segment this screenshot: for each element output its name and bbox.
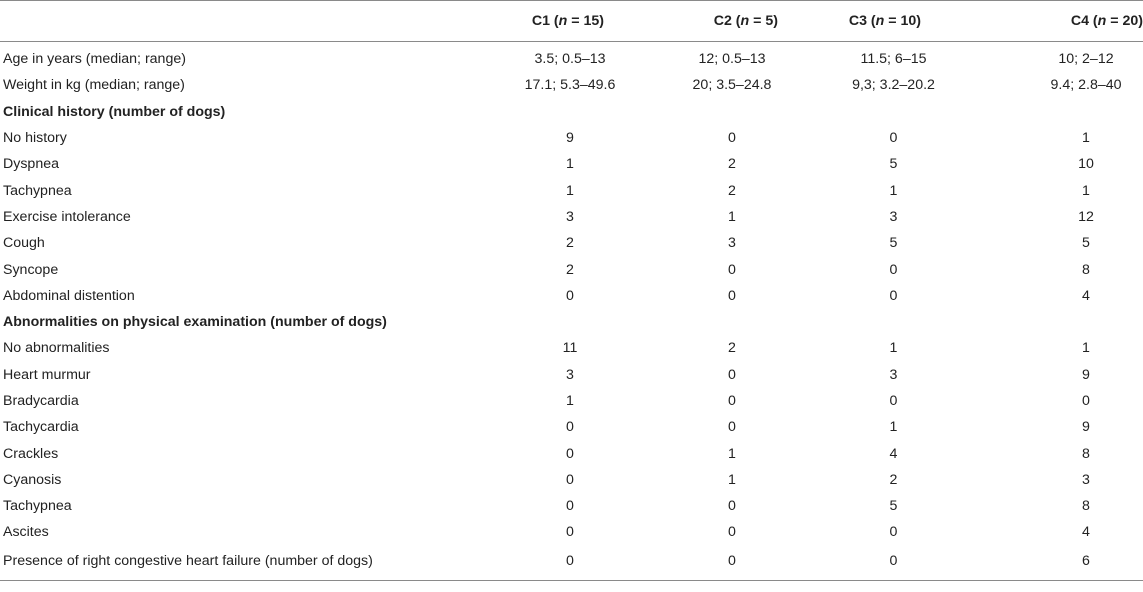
- cell-c3: 5: [889, 498, 898, 515]
- cell-c2: 0: [728, 393, 736, 409]
- cell-c4: 8: [1082, 498, 1090, 515]
- section-label: Clinical history (number of dogs): [3, 103, 226, 120]
- cell-c1: 0: [566, 524, 574, 541]
- row-label: Weight in kg (median; range): [3, 77, 185, 94]
- cell-c3: 1: [889, 340, 898, 357]
- section-label: Abnormalities on physical examination (number of dogs): [3, 314, 387, 331]
- cell-c2: 2: [728, 156, 736, 173]
- row-label: Dyspnea: [3, 156, 59, 173]
- cell-c1: 2: [566, 235, 574, 252]
- cell-c2: 0: [728, 498, 736, 515]
- header-c1: C1 (n = 15): [440, 1, 638, 42]
- cell-c1: 3.5; 0.5–13: [534, 51, 606, 68]
- cell-c1: 1: [566, 156, 574, 173]
- cell-c3: 0: [889, 393, 898, 409]
- cell-c3: 0: [889, 287, 898, 304]
- section-row: [0, 99, 1143, 125]
- row-label: No history: [3, 130, 67, 147]
- cell-c1: 1: [566, 182, 574, 199]
- row-label: Tachypnea: [3, 182, 72, 199]
- cell-c3: 0: [889, 261, 898, 278]
- cell-c4: 8: [1082, 261, 1090, 278]
- cell-c2: 0: [728, 287, 736, 304]
- cell-c2: 0: [728, 419, 736, 436]
- row-label: Age in years (median; range): [3, 51, 186, 68]
- cell-c2: [638, 99, 806, 125]
- cell-c3: 4: [889, 445, 898, 462]
- cell-c3: [806, 99, 977, 125]
- header-c4: C4 (n = 20): [977, 1, 1143, 42]
- cell-c3: 5: [889, 156, 898, 173]
- table-row: [0, 440, 1143, 466]
- cell-c2: 0: [728, 524, 736, 541]
- table-row: [0, 151, 1143, 177]
- cell-c1: 3: [566, 208, 574, 225]
- cell-c3: 1: [889, 182, 898, 199]
- cell-c2: 1: [728, 445, 736, 462]
- cell-c1: 17.1; 5.3–49.6: [524, 77, 616, 94]
- row-label: Exercise intolerance: [3, 208, 131, 225]
- cell-c1: 0: [566, 498, 574, 515]
- cell-c4: 9: [1082, 419, 1090, 436]
- cell-c2: 2: [728, 340, 736, 357]
- header-c2: C2 (n = 5): [638, 1, 806, 42]
- table-row: [0, 230, 1143, 256]
- cell-c4: 10; 2–12: [1058, 51, 1114, 68]
- cell-c4: 4: [1082, 287, 1090, 304]
- cell-c3: 0: [889, 524, 898, 541]
- cell-c3: 1: [889, 419, 898, 436]
- table-row: [0, 467, 1143, 493]
- table-row: [0, 177, 1143, 203]
- cell-c3: 0: [889, 130, 898, 147]
- cell-c1: 11: [562, 340, 578, 357]
- row-label: Presence of right congestive heart failure (number of dogs): [0, 546, 440, 581]
- cell-c2: 1: [728, 208, 736, 225]
- cell-c2: 2: [728, 182, 736, 199]
- cell-c4: 1: [1082, 130, 1090, 147]
- cell-c1: 0: [566, 419, 574, 436]
- header-blank-cell: [0, 1, 440, 42]
- row-label: Tachycardia: [3, 419, 79, 436]
- cell-c4: [977, 309, 1143, 335]
- cell-c2: 0: [728, 261, 736, 278]
- table-row: [0, 204, 1143, 230]
- cell-c1: 1: [566, 393, 574, 409]
- row-label: Cyanosis: [3, 471, 62, 488]
- row-label: Crackles: [3, 445, 59, 462]
- cell-c4: 12: [1078, 208, 1094, 225]
- table-row: [0, 546, 1143, 581]
- cell-c4: 9.4; 2.8–40: [1050, 77, 1122, 94]
- cell-c1: 0: [566, 445, 574, 462]
- cell-c2: 1: [728, 471, 736, 488]
- table-row: [0, 256, 1143, 282]
- cell-c1: [440, 99, 638, 125]
- cell-c4: 5: [1082, 235, 1090, 252]
- row-label: Tachypnea: [3, 498, 72, 515]
- cell-c1: 0: [566, 471, 574, 488]
- table-body: [0, 42, 1143, 581]
- cell-c3: 0: [806, 546, 977, 581]
- cell-c4: 9: [1082, 366, 1090, 383]
- cell-c1: 2: [566, 261, 574, 278]
- row-label: Syncope: [3, 261, 59, 278]
- cell-c3: 3: [889, 208, 898, 225]
- table-row: [0, 388, 1143, 414]
- table-row: [0, 335, 1143, 361]
- cell-c3: 3: [889, 366, 898, 383]
- table-row: [0, 414, 1143, 440]
- table-row: [0, 493, 1143, 519]
- table-row: [0, 283, 1143, 309]
- row-label: Cough: [3, 235, 45, 252]
- cell-c4: 0: [1082, 393, 1090, 409]
- cell-c2: 20; 3.5–24.8: [692, 77, 772, 94]
- cell-c2: 0: [728, 366, 736, 383]
- cell-c1: 9: [566, 130, 574, 147]
- row-label: Bradycardia: [3, 393, 79, 409]
- cell-c2: 12; 0.5–13: [698, 51, 766, 68]
- cell-c2: 0: [728, 130, 736, 147]
- cell-c1: 3: [566, 366, 574, 383]
- cell-c3: 11.5; 6–15: [860, 51, 927, 68]
- cell-c4: [977, 99, 1143, 125]
- row-label: Heart murmur: [3, 366, 91, 383]
- header-row: [0, 1, 1143, 42]
- row-label: No abnormalities: [3, 340, 110, 357]
- cell-c2: 0: [638, 546, 806, 581]
- cell-c1: [440, 309, 638, 335]
- cell-c4: 1: [1082, 340, 1090, 357]
- cell-c4: 4: [1082, 524, 1090, 541]
- cell-c3: 2: [889, 471, 898, 488]
- table-row: [0, 362, 1143, 388]
- cell-c3: 9,3; 3.2–20.2: [852, 77, 935, 94]
- table-row: [0, 42, 1143, 73]
- cell-c1: 0: [440, 546, 638, 581]
- cell-c4: 10: [1078, 156, 1094, 173]
- cell-c3: [806, 309, 977, 335]
- row-label: Abdominal distention: [3, 287, 135, 304]
- cell-c4: 1: [1082, 182, 1090, 199]
- cell-c4: 8: [1082, 445, 1090, 462]
- cell-c4: 6: [977, 546, 1143, 581]
- cell-c4: 3: [1082, 471, 1090, 488]
- table-row: [0, 519, 1143, 545]
- cell-c3: 5: [889, 235, 898, 252]
- row-label: Ascites: [3, 524, 49, 541]
- cell-c2: 3: [728, 235, 736, 252]
- table-row: [0, 125, 1143, 151]
- cell-c1: 0: [566, 287, 574, 304]
- table-row: [0, 72, 1143, 98]
- header-c3: C3 (n = 10): [806, 1, 977, 42]
- cell-c2: [638, 309, 806, 335]
- section-row: [0, 309, 1143, 335]
